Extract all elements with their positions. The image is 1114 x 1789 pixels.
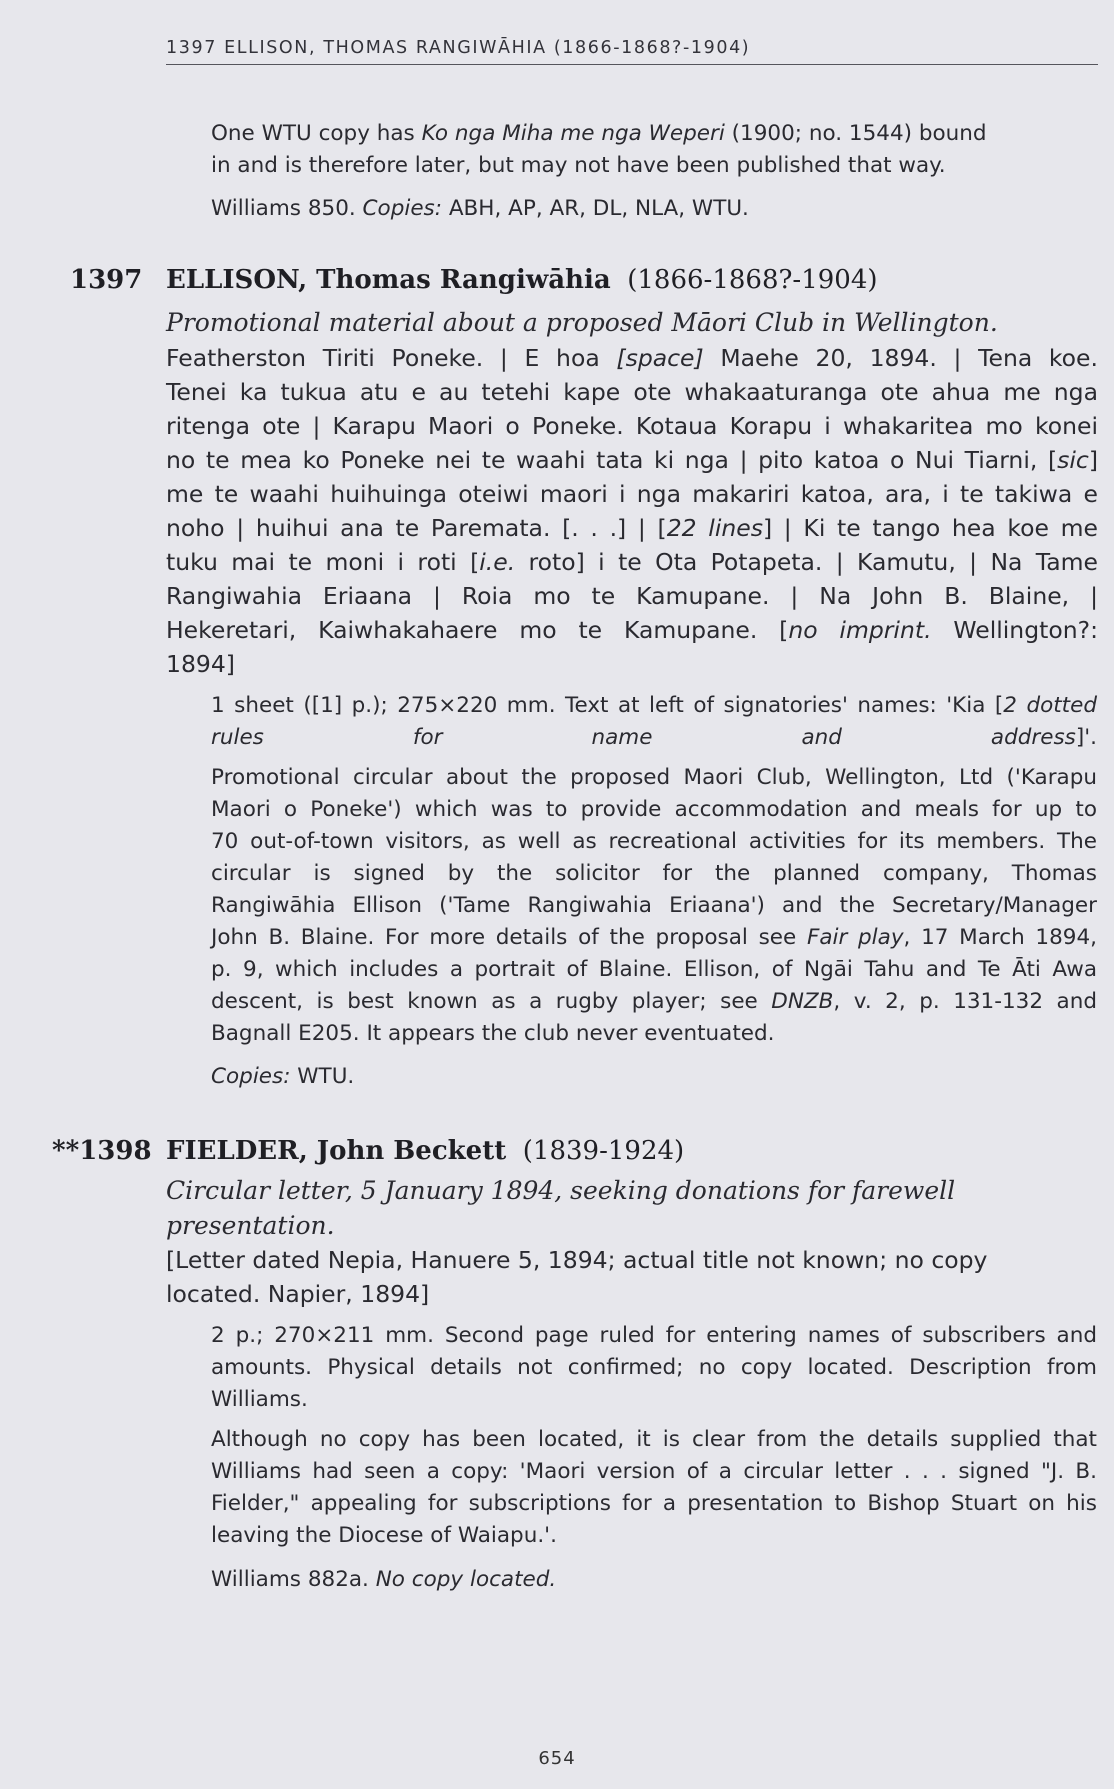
text-line: descent, is best known as a rugby player; see DNZB, v. 2, p. 131-132 and [211, 989, 1097, 1014]
header-rule [166, 64, 1098, 65]
text-line: John B. Blaine. For more details of the proposal see Fair play, 17 March 1894, [211, 925, 1097, 950]
referenced-title: Ko nga Miha me nga Weperi [421, 121, 725, 146]
entry-title-1397: Promotional material about a proposed Māori Club in Wellington. [166, 308, 998, 337]
author-name: FIELDER, John Beckett [166, 1136, 507, 1166]
text-line: Rangiwahia Eriaana | Roia mo te Kamupane. | Na John B. Blaine, | [166, 582, 1098, 610]
transcription-1398: [Letter dated Nepia, Hanuere 5, 1894; actual title not known; no copy located. Napier, 1894] [166, 1246, 988, 1308]
note-1398: Although no copy has been located, it is clear from the details supplied that Williams had seen a copy: 'Maori version of a circular letter . . . signed "J. B. Fielder," appealing for subscriptions for a presentation to Bishop Stuart on his leaving the Diocese of Waiapu.'. [211, 1427, 1097, 1548]
running-head: 1397 ELLISON, THOMAS RANGIWĀHIA (1866-1868?-1904) [166, 38, 751, 58]
entry-number-1397: 1397 [70, 265, 143, 295]
text-line: no te mea ko Poneke nei te waahi tata ki nga | pito katoa o Nui Tiarni, [sic] [166, 446, 1098, 474]
reference-1398: Williams 882a. No copy located. [211, 1567, 557, 1592]
text-line: circular is signed by the solicitor for the planned company, Thomas [211, 861, 1097, 886]
text-line: 70 out-of-town visitors, as well as recreational activities for its members. The [211, 829, 1097, 854]
continued-note [211, 118, 1097, 182]
text-line: Tenei ka tukua atu e au tetehi kape ote whakaaturanga ote ahua me nga [166, 378, 1098, 406]
text-line: Rangiwāhia Ellison ('Tame Rangiwahia Eriaana') and the Secretary/Manager [211, 893, 1097, 918]
text-line: me te waahi huihuinga oteiwi maori i nga makariri katoa, ara, i te takiwa e [166, 480, 1098, 508]
physical-description-1398: 2 p.; 270×211 mm. Second page ruled for entering names of subscribers and amounts. Physical details not confirmed; no copy located. Description from Williams. [211, 1323, 1097, 1412]
text-line: Bagnall E205. It appears the club never eventuated. [211, 1021, 775, 1046]
author-dates: (1866-1868?-1904) [627, 265, 878, 295]
text-line: Featherston Tiriti Poneke. | E hoa [space] Maehe 20, 1894. | Tena koe. [166, 344, 1098, 372]
page-number: 654 [538, 1748, 576, 1769]
italic-annotation: 2 dotted rules for name and address [211, 693, 1097, 750]
text-line: p. 9, which includes a portrait of Blaine. Ellison, of Ngāi Tahu and Te Āti Awa [211, 957, 1097, 982]
text-line: noho | huihui ana te Paremata. [. . .] | [22 lines] | Ki te tango hea koe me [166, 514, 1098, 542]
copies-1397: Copies: WTU. [211, 1064, 355, 1089]
text-line: 1894] [166, 650, 235, 678]
entry-number-1398: **1398 [52, 1136, 152, 1166]
author-name: ELLISON, Thomas Rangiwāhia [166, 265, 611, 295]
text-line: ritenga ote | Karapu Maori o Poneke. Kotaua Korapu i whakaritea mo konei [166, 412, 1098, 440]
text-line: Hekeretari, Kaiwhakahaere mo te Kamupane. [no imprint. Wellington?: [166, 616, 1098, 644]
entry-heading-1398 [166, 1136, 684, 1166]
continued-copies: Williams 850. Copies: ABH, AP, AR, DL, NLA, WTU. [211, 196, 749, 221]
text-line: Maori o Poneke') which was to provide accommodation and meals for up to [211, 797, 1097, 822]
transcription-1397 [166, 341, 1098, 681]
physical-description-1397: 1 sheet ([1] p.); 275×220 mm. Text at left of signatories' names: 'Kia [2 dotted rules for name and address]'. [211, 693, 1097, 750]
note-1397 [211, 762, 1097, 1050]
text-line: Promotional circular about the proposed Maori Club, Wellington, Ltd ('Karapu [211, 765, 1097, 790]
entry-heading-1397 [166, 265, 878, 295]
continued-note-line-1: One WTU copy has Ko nga Miha me nga Weperi (1900; no. 1544) bound [211, 121, 987, 146]
continued-note-line-2: in and is therefore later, but may not have been published that way. [211, 153, 946, 178]
entry-title-1398: Circular letter, 5 January 1894, seeking donations for farewell presentation. [166, 1176, 956, 1240]
text-line: tuku mai te moni i roti [i.e. roto] i te Ota Potapeta. | Kamutu, | Na Tame [166, 548, 1099, 576]
author-dates: (1839-1924) [522, 1136, 685, 1166]
